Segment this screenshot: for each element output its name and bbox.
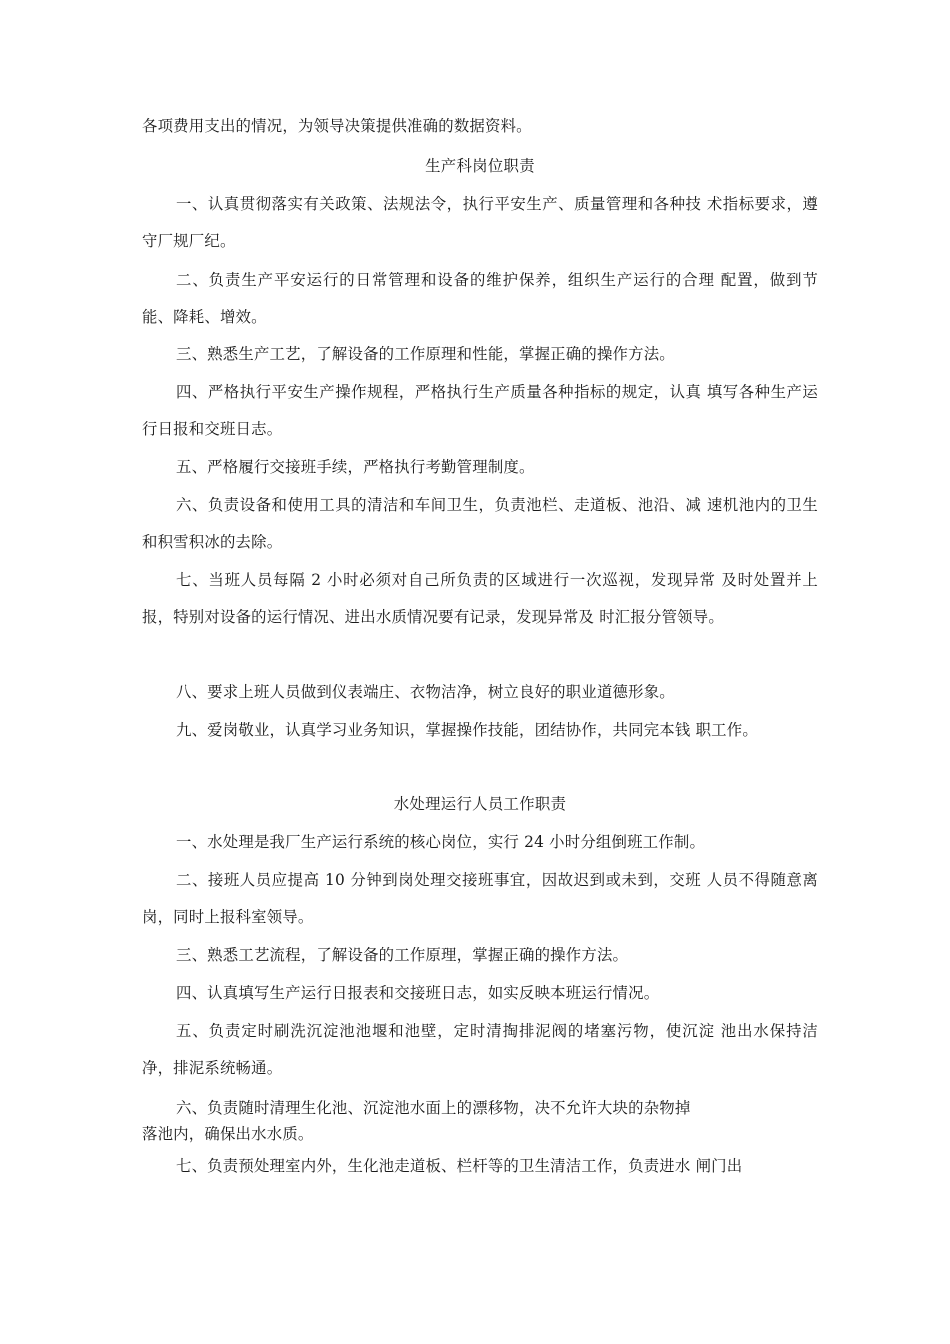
section1-item-1: 一、认真贯彻落实有关政策、法规法令，执行平安生产、质量管理和各种技 术指标要求，遵守厂规厂纪。 [142,195,818,250]
section1-item-9: 九、爱岗敬业，认真学习业务知识，掌握操作技能，团结协作，共同完本钱 职工作。 [176,721,758,739]
section1-item-2: 二、负责生产平安运行的日常管理和设备的维护保养，组织生产运行的合理 配置，做到节能、降耗、增效。 [142,271,818,326]
section2-item-6: 六、负责随时清理生化池、沉淀池水面上的漂移物，决不允许大块的杂物掉 [176,1099,691,1117]
section2-item-7: 七、负责预处理室内外，生化池走道板、栏杆等的卫生清洁工作，负责进水 闸门出 [176,1157,743,1175]
section1-item-7: 七、当班人员每隔 2 小时必须对自己所负责的区域进行一次巡视，发现异常 及时处置并上报，特别对设备的运行情况、进出水质情况要有记录，发现异常及 时汇报分管领导。 [142,571,818,626]
section1-item-6: 六、负责设备和使用工具的清洁和车间卫生，负责池栏、走道板、池沿、减 速机池内的卫生和积雪积冰的去除。 [142,496,818,551]
opening-line: 各项费用支出的情况，为领导决策提供准确的数据资料。 [142,117,532,135]
section2-item-2: 二、接班人员应提高 10 分钟到岗处理交接班事宜，因故迟到或未到，交班 人员不得随意离岗，同时上报科室领导。 [142,871,818,926]
section-title-production: 生产科岗位职责 [425,157,535,175]
section1-item-3: 三、熟悉生产工艺，了解设备的工作原理和性能，掌握正确的操作方法。 [176,345,675,363]
section1-item-4: 四、严格执行平安生产操作规程，严格执行生产质量各种指标的规定，认真 填写各种生产运行日报和交班日志。 [142,383,818,438]
section2-item-4: 四、认真填写生产运行日报表和交接班日志，如实反映本班运行情况。 [176,984,660,1002]
section-title-water-treatment: 水处理运行人员工作职责 [393,795,567,813]
section2-item-3: 三、熟悉工艺流程，了解设备的工作原理，掌握正确的操作方法。 [176,946,629,964]
section2-item-5: 五、负责定时刷洗沉淀池池堰和池壁，定时清掏排泥阀的堵塞污物，使沉淀 池出水保持洁净，排泥系统畅通。 [142,1022,818,1077]
section1-item-5: 五、严格履行交接班手续，严格执行考勤管理制度。 [176,458,535,476]
section2-item-1: 一、水处理是我厂生产运行系统的核心岗位，实行 24 小时分组倒班工作制。 [176,833,706,851]
section2-item-6-continuation: 落池内，确保出水水质。 [142,1125,314,1143]
section1-item-8: 八、要求上班人员做到仪表端庄、衣物洁净，树立良好的职业道德形象。 [176,683,675,701]
